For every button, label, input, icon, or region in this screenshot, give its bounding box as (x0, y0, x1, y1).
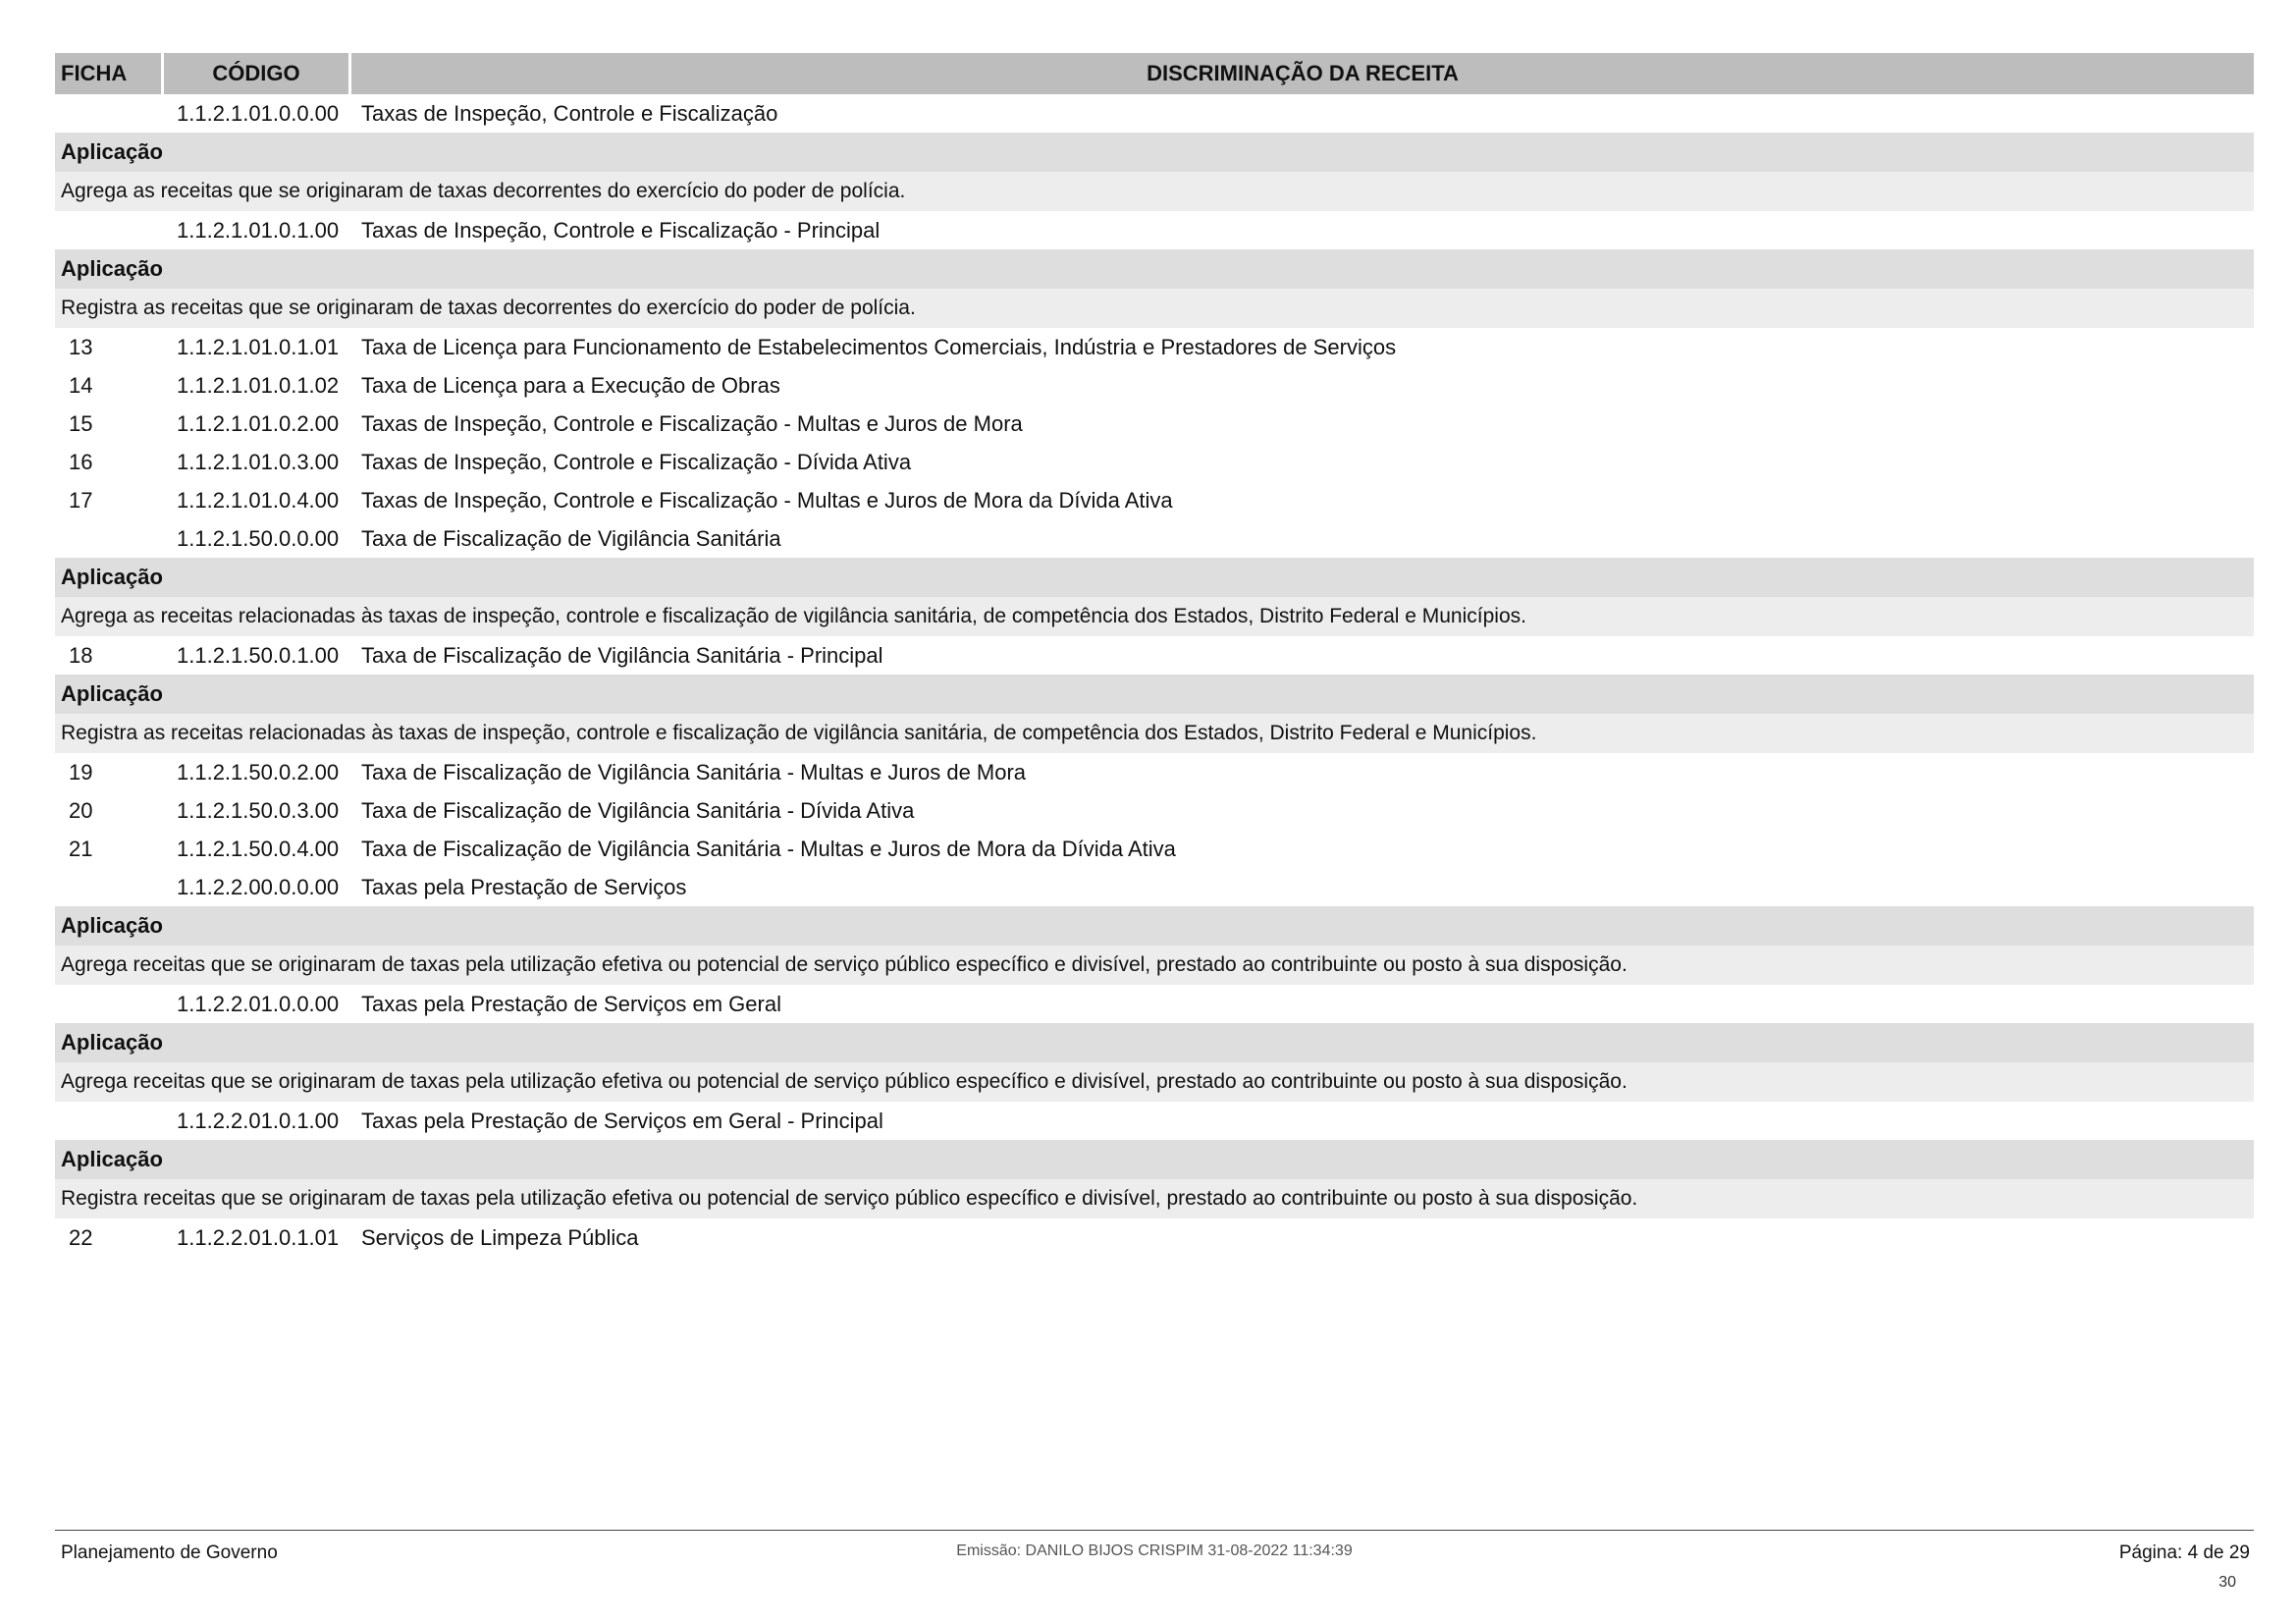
cell-codigo: 1.1.2.2.01.0.1.01 (177, 1224, 340, 1250)
aplicacao-heading: Aplicação (55, 675, 2254, 714)
table-row (55, 328, 2254, 366)
header-ficha: FICHA (55, 53, 161, 94)
cell-ficha: 18 (69, 642, 93, 668)
cell-ficha: 13 (69, 334, 93, 359)
aplicacao-text: Registra as receitas que se originaram de taxas decorrentes do exercício do poder de polícia. (55, 289, 2254, 328)
table-row (55, 1102, 2254, 1140)
table-row (55, 636, 2254, 675)
cell-codigo: 1.1.2.1.01.0.2.00 (177, 410, 340, 436)
cell-codigo: 1.1.2.1.01.0.1.00 (177, 217, 340, 243)
cell-descricao: Taxas de Inspeção, Controle e Fiscalização - Multas e Juros de Mora (361, 410, 1023, 436)
cell-codigo: 1.1.2.1.50.0.3.00 (177, 797, 340, 823)
cell-descricao: Taxa de Fiscalização de Vigilância Sanitária - Multas e Juros de Mora da Dívida Ativa (361, 836, 1176, 861)
cell-descricao: Taxa de Fiscalização de Vigilância Sanitária (361, 525, 781, 551)
cell-codigo: 1.1.2.2.01.0.1.00 (177, 1108, 340, 1133)
table-row (55, 443, 2254, 481)
footer-emission: Emissão: DANILO BIJOS CRISPIM 31-08-2022 11:34:39 (956, 1542, 1353, 1559)
table-row (55, 94, 2254, 133)
cell-ficha: 21 (69, 836, 93, 861)
footer-page-number: 30 (2218, 1574, 2236, 1591)
cell-descricao: Taxas pela Prestação de Serviços (361, 874, 687, 899)
cell-descricao: Taxa de Licença para Funcionamento de Estabelecimentos Comerciais, Indústria e Prestadores de Serviços (361, 334, 1397, 359)
cell-ficha: 16 (69, 449, 93, 474)
cell-ficha: 14 (69, 372, 93, 398)
table-row (55, 1218, 2254, 1257)
cell-descricao: Serviços de Limpeza Pública (361, 1224, 639, 1250)
aplicacao-heading: Aplicação (55, 1140, 2254, 1179)
cell-ficha: 20 (69, 797, 93, 823)
aplicacao-heading: Aplicação (55, 249, 2254, 289)
table-row (55, 830, 2254, 868)
table-row (55, 985, 2254, 1023)
aplicacao-text: Agrega receitas que se originaram de taxas pela utilização efetiva ou potencial de serviço público específico e divisível, prestado ao contribuinte ou posto à sua disposição. (55, 1062, 2254, 1102)
header-descricao: DISCRIMINAÇÃO DA RECEITA (351, 53, 2254, 94)
table-row (55, 753, 2254, 791)
cell-codigo: 1.1.2.1.01.0.3.00 (177, 449, 340, 474)
cell-ficha: 17 (69, 487, 93, 513)
table-row (55, 405, 2254, 443)
table-body (55, 94, 2254, 1257)
aplicacao-heading: Aplicação (55, 558, 2254, 597)
table-row (55, 366, 2254, 405)
page-footer (55, 1530, 2254, 1591)
footer-pagination: Página: 4 de 29 (2118, 1542, 2250, 1563)
cell-descricao: Taxas pela Prestação de Serviços em Geral (361, 991, 781, 1016)
header-codigo: CÓDIGO (164, 53, 348, 94)
cell-codigo: 1.1.2.1.50.0.2.00 (177, 759, 340, 784)
cell-descricao: Taxas de Inspeção, Controle e Fiscalização - Multas e Juros de Mora da Dívida Ativa (361, 487, 1173, 513)
table-row (55, 481, 2254, 519)
cell-codigo: 1.1.2.2.01.0.0.00 (177, 991, 340, 1016)
cell-descricao: Taxas pela Prestação de Serviços em Geral - Principal (361, 1108, 883, 1133)
aplicacao-text: Agrega as receitas relacionadas às taxas de inspeção, controle e fiscalização de vigilância sanitária, de competência dos Estados, Distrito Federal e Municípios. (55, 597, 2254, 636)
cell-descricao: Taxa de Fiscalização de Vigilância Sanitária - Dívida Ativa (361, 797, 915, 823)
cell-descricao: Taxa de Licença para a Execução de Obras (361, 372, 780, 398)
aplicacao-text: Agrega as receitas que se originaram de taxas decorrentes do exercício do poder de polícia. (55, 172, 2254, 211)
table-header (55, 53, 2254, 94)
cell-descricao: Taxas de Inspeção, Controle e Fiscalização - Principal (361, 217, 881, 243)
cell-descricao: Taxas de Inspeção, Controle e Fiscalização - Dívida Ativa (361, 449, 912, 474)
cell-ficha: 15 (69, 410, 93, 436)
revenue-report-table (55, 53, 2254, 1257)
table-row (55, 519, 2254, 558)
cell-codigo: 1.1.2.1.50.0.4.00 (177, 836, 340, 861)
table-row (55, 791, 2254, 830)
cell-ficha: 19 (69, 759, 93, 784)
cell-descricao: Taxas de Inspeção, Controle e Fiscalização (361, 100, 778, 126)
aplicacao-heading: Aplicação (55, 133, 2254, 172)
cell-codigo: 1.1.2.1.50.0.0.00 (177, 525, 340, 551)
cell-codigo: 1.1.2.1.01.0.1.02 (177, 372, 340, 398)
table-row (55, 868, 2254, 906)
aplicacao-text: Registra as receitas relacionadas às taxas de inspeção, controle e fiscalização de vigilância sanitária, de competência dos Estados, Distrito Federal e Municípios. (55, 714, 2254, 753)
cell-codigo: 1.1.2.1.50.0.1.00 (177, 642, 340, 668)
cell-ficha: 22 (69, 1224, 93, 1250)
footer-department: Planejamento de Governo (61, 1542, 278, 1563)
cell-codigo: 1.1.2.1.01.0.4.00 (177, 487, 340, 513)
cell-codigo: 1.1.2.2.00.0.0.00 (177, 874, 340, 899)
aplicacao-heading: Aplicação (55, 1023, 2254, 1062)
cell-codigo: 1.1.2.1.01.0.0.00 (177, 100, 340, 126)
cell-descricao: Taxa de Fiscalização de Vigilância Sanitária - Multas e Juros de Mora (361, 759, 1027, 784)
aplicacao-text: Agrega receitas que se originaram de taxas pela utilização efetiva ou potencial de serviço público específico e divisível, prestado ao contribuinte ou posto à sua disposição. (55, 946, 2254, 985)
aplicacao-text: Registra receitas que se originaram de taxas pela utilização efetiva ou potencial de serviço público específico e divisível, prestado ao contribuinte ou posto à sua disposição. (55, 1179, 2254, 1218)
cell-codigo: 1.1.2.1.01.0.1.01 (177, 334, 340, 359)
cell-descricao: Taxa de Fiscalização de Vigilância Sanitária - Principal (361, 642, 883, 668)
table-row (55, 211, 2254, 249)
aplicacao-heading: Aplicação (55, 906, 2254, 946)
